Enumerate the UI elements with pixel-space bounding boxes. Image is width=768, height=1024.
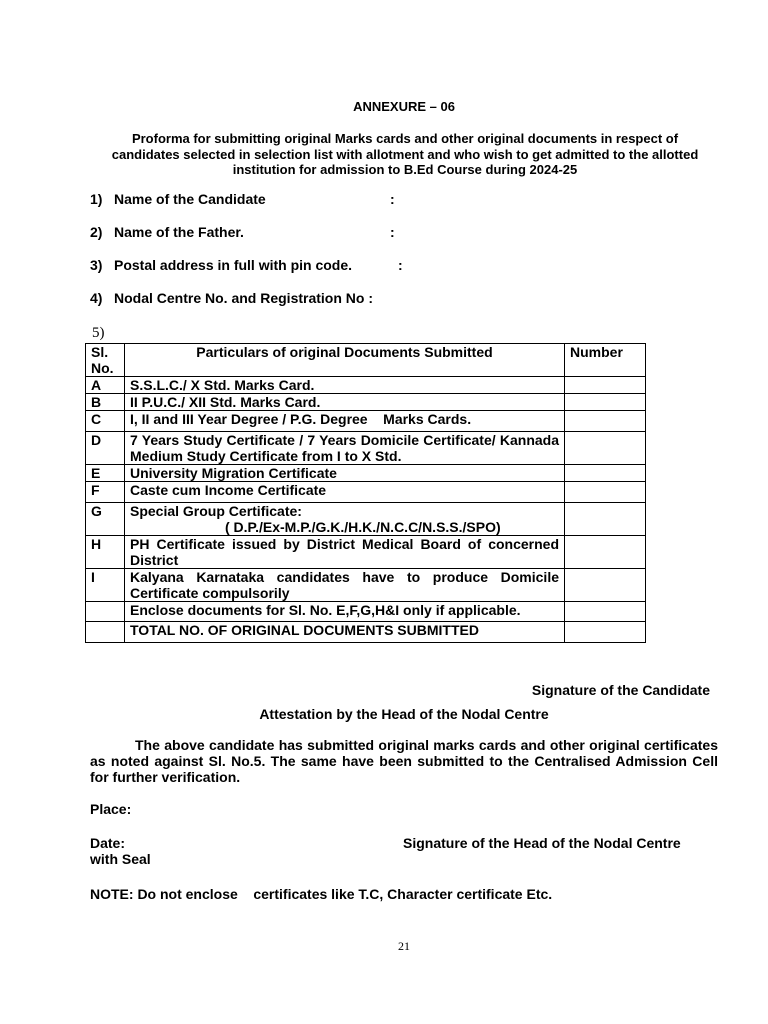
row-sl: E — [86, 465, 125, 482]
table-header-row — [86, 344, 646, 377]
row-text: University Migration Certificate — [125, 465, 565, 482]
row-text: I, II and III Year Degree / P.G. Degree Marks Cards. — [125, 411, 565, 432]
row-text: Special Group Certificate: — [130, 503, 302, 519]
field-label: Postal address in full with pin code. — [114, 257, 353, 273]
place-label: Place: — [90, 801, 132, 817]
documents-table — [85, 343, 646, 643]
row-sl: B — [86, 394, 125, 411]
row-number-cell — [565, 503, 646, 536]
field-number: 2) — [90, 224, 103, 240]
field-postal-address — [90, 257, 403, 273]
signature-candidate: Signature of the Candidate — [531, 682, 710, 698]
row-sl: H — [86, 536, 125, 569]
field-number: 4) — [90, 290, 103, 306]
table-row — [86, 465, 646, 482]
row-number-cell — [565, 377, 646, 394]
row-sl: G — [86, 503, 125, 536]
row-number-cell — [565, 465, 646, 482]
with-seal: with Seal — [90, 851, 151, 867]
row-text-group — [125, 503, 565, 536]
field-label: Nodal Centre No. and Registration No : — [114, 290, 374, 306]
field-label: Name of the Candidate — [114, 191, 266, 207]
row-text-secondary: ( D.P./Ex-M.P./G.K./H.K./N.C.C/N.S.S./SPO) — [225, 519, 501, 535]
note: NOTE: Do not enclose certificates like T.C, Character certificate Etc. — [90, 886, 553, 902]
field-number: 1) — [90, 191, 103, 207]
signature-head: Signature of the Head of the Nodal Centre — [403, 835, 681, 851]
table-row — [86, 602, 646, 622]
table-row — [86, 432, 646, 465]
row-sl: D — [86, 432, 125, 465]
row-text: II P.U.C./ XII Std. Marks Card. — [125, 394, 565, 411]
row-text: Caste cum Income Certificate — [125, 482, 565, 503]
page-number: 21 — [398, 939, 410, 953]
field-label: Name of the Father. — [114, 224, 244, 240]
table-row — [86, 569, 646, 602]
row-sl — [86, 602, 125, 622]
row-number-cell — [565, 394, 646, 411]
table-row-total — [86, 622, 646, 643]
row-text: PH Certificate issued by District Medical Board of concerned District — [125, 536, 565, 569]
header-particulars: Particulars of original Documents Submitted — [125, 344, 565, 377]
row-text: S.S.L.C./ X Std. Marks Card. — [125, 377, 565, 394]
table-row — [86, 503, 646, 536]
attestation-title: Attestation by the Head of the Nodal Centre — [259, 706, 549, 722]
field-colon: : — [390, 191, 395, 207]
table-row — [86, 394, 646, 411]
row-number-cell — [565, 569, 646, 602]
field-number: 3) — [90, 257, 103, 273]
table-row — [86, 536, 646, 569]
row-text: TOTAL NO. OF ORIGINAL DOCUMENTS SUBMITTED — [125, 622, 565, 643]
row-sl — [86, 622, 125, 643]
row-number-cell — [565, 411, 646, 432]
field-candidate-name — [90, 191, 395, 207]
field-nodal-centre — [90, 290, 373, 306]
proforma-subtitle: Proforma for submitting original Marks cards and other original documents in respect of candidates selected in selection list with allotment and who wish to get admitted to the allotted institution for admission to B.Ed Course during 2024-25 — [111, 131, 699, 177]
row-sl: F — [86, 482, 125, 503]
row-number-cell — [565, 432, 646, 465]
field-colon: : — [398, 257, 403, 273]
row-sl: I — [86, 569, 125, 602]
row-number-cell — [565, 602, 646, 622]
row-text: Enclose documents for Sl. No. E,F,G,H&I only if applicable. — [125, 602, 565, 622]
item-5-label: 5) — [92, 325, 105, 341]
row-sl: C — [86, 411, 125, 432]
table-row — [86, 411, 646, 432]
row-text: 7 Years Study Certificate / 7 Years Domicile Certificate/ Kannada Medium Study Certificate from I to X Std. — [125, 432, 565, 465]
attestation-text: The above candidate has submitted original marks cards and other original certificates as noted against Sl. No.5. The same have been submitted to the Centralised Admission Cell for further verification. — [90, 737, 718, 785]
date-label: Date: — [90, 835, 126, 851]
field-colon: : — [390, 224, 395, 240]
row-sl: A — [86, 377, 125, 394]
row-number-cell — [565, 482, 646, 503]
header-number: Number — [565, 344, 646, 377]
row-number-cell — [565, 536, 646, 569]
field-father-name — [90, 224, 395, 240]
header-sl-no: Sl. No. — [86, 344, 125, 377]
annexure-title: ANNEXURE – 06 — [353, 99, 455, 114]
table-row — [86, 377, 646, 394]
row-number-cell — [565, 622, 646, 643]
table-row — [86, 482, 646, 503]
row-text: Kalyana Karnataka candidates have to produce Domicile Certificate compulsorily — [125, 569, 565, 602]
